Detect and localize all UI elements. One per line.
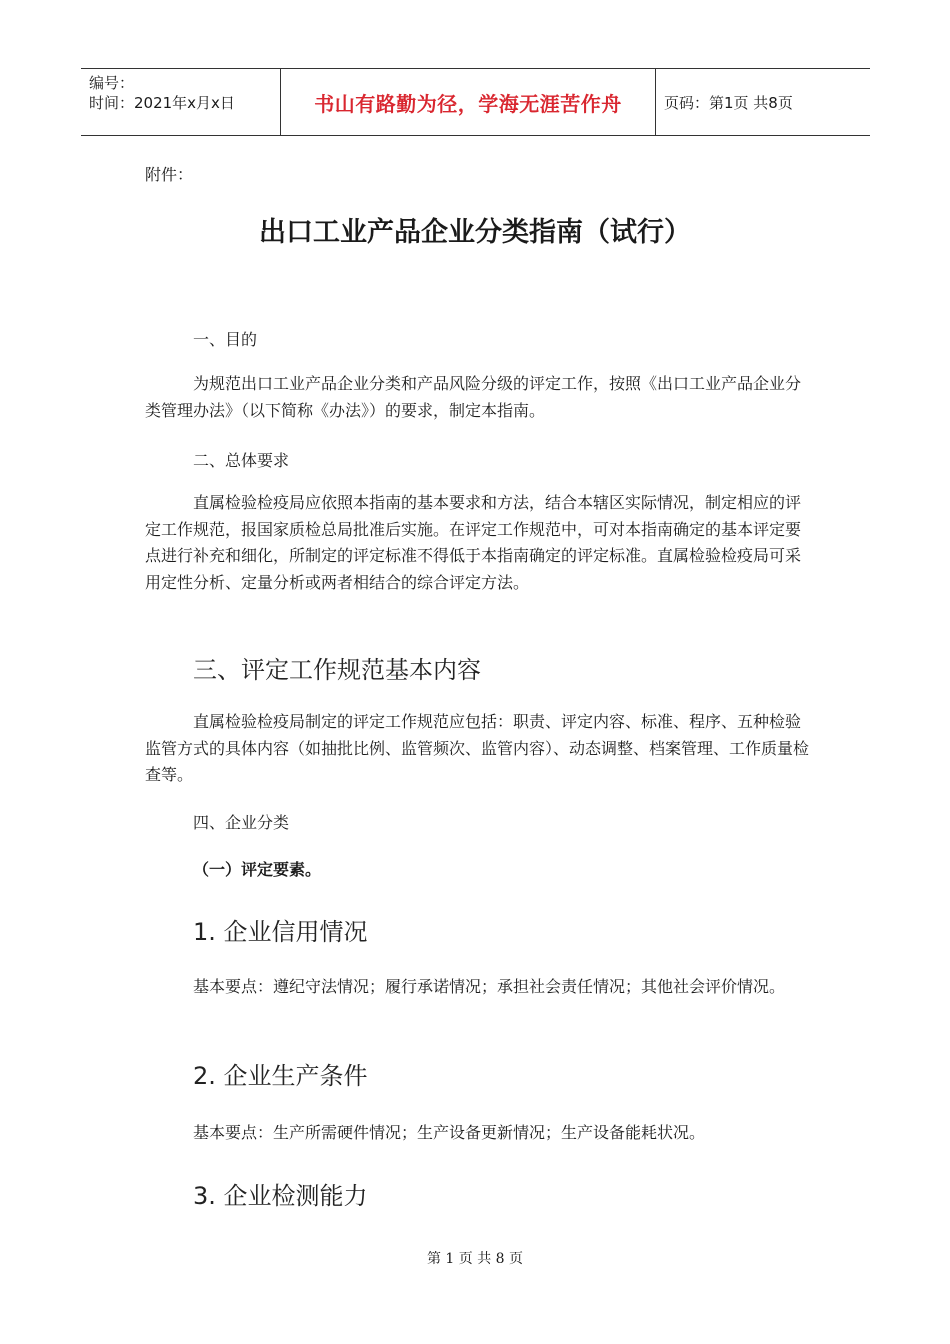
document-title: 出口工业产品企业分类指南（试行） [259,217,691,248]
footer-page-number: 第 1 页 共 8 页 [426,1251,524,1267]
attachment-label: 附件： [145,165,194,184]
item-1-heading: 1. 企业信用情况 [193,918,368,946]
item-3-heading: 3. 企业检测能力 [193,1182,368,1210]
section-2-heading: 二、总体要求 [193,451,290,470]
section-1-heading: 一、目的 [193,330,258,349]
section-2-paragraph: 直属检验检疫局应依照本指南的基本要求和方法，结合本辖区实际情况，制定相应的评定工作规范，报国家质检总局批准后实施。在评定工作规范中，可对本指南确定的基本评定要点进行补充和细化，所制定的评定标准不得低于本指南确定的评定标准。直属检验检疫局可采用定性分析、定量分析或两者相结合的综合评定方法。 [145,493,802,592]
header-time-label: 时间：2021年x月x日 [89,94,235,112]
header-number-label: 编号： [89,74,135,92]
section-3-paragraph: 直属检验检疫局制定的评定工作规范应包括：职责、评定内容、标准、程序、五种检验监管方式的具体内容（如抽批比例、监管频次、监管内容）、动态调整、档案管理、工作质量检查等。 [145,712,810,784]
header-table [81,68,870,136]
header-page-info: 页码：第1页 共8页 [664,93,793,112]
item-1-paragraph: 基本要点：遵纪守法情况；履行承诺情况；承担社会责任情况；其他社会评价情况。 [193,977,786,996]
item-2-paragraph: 基本要点：生产所需硬件情况；生产设备更新情况；生产设备能耗状况。 [193,1123,706,1142]
section-3-heading: 三、评定工作规范基本内容 [193,656,481,684]
section-4-subheading: （一）评定要素。 [193,860,322,879]
section-4-heading: 四、企业分类 [193,813,290,832]
section-1-paragraph: 为规范出口工业产品企业分类和产品风险分级的评定工作，按照《出口工业产品企业分类管理办法》（以下简称《办法》）的要求，制定本指南。 [145,374,802,420]
header-motto: 书山有路勤为径，学海无涯苦作舟 [281,69,656,135]
header-meta-cell [81,69,281,135]
item-2-heading: 2. 企业生产条件 [193,1062,368,1090]
